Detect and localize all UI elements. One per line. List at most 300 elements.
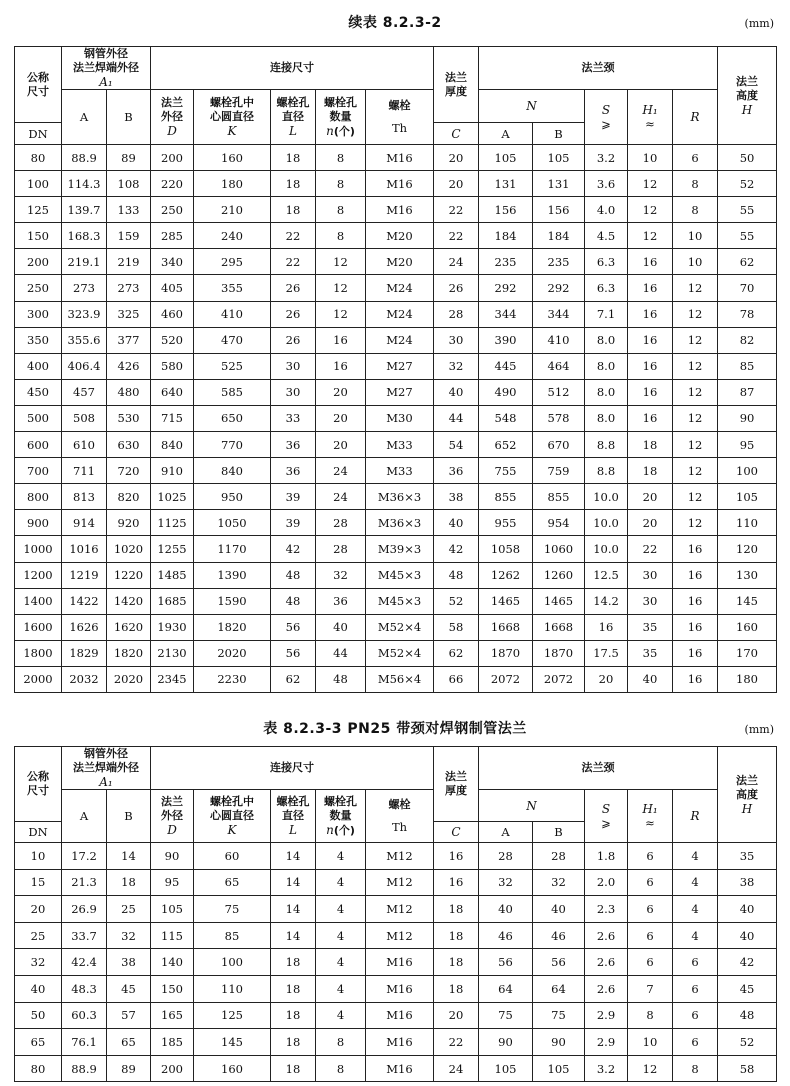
- table-cell: 105: [151, 896, 194, 923]
- table-row: [15, 510, 777, 536]
- table-cell: 405: [151, 275, 194, 301]
- table-cell: 390: [479, 327, 533, 353]
- table-cell: 35: [628, 614, 673, 640]
- table-cell: 18: [628, 458, 673, 484]
- table-cell: 66: [434, 666, 479, 692]
- table-cell: 8.0: [585, 327, 628, 353]
- table-cell: 85: [718, 353, 777, 379]
- table-cell: 55: [718, 223, 777, 249]
- table-cell: 1170: [194, 536, 271, 562]
- header-r: R: [673, 90, 718, 145]
- table-cell: 95: [718, 432, 777, 458]
- table-cell: 325: [107, 301, 151, 327]
- table-cell: 900: [15, 510, 62, 536]
- table-cell: 26: [271, 301, 316, 327]
- table-cell: 1485: [151, 562, 194, 588]
- table-cell: 12.5: [585, 562, 628, 588]
- table-cell: 22: [434, 1029, 479, 1056]
- table-cell: 580: [151, 353, 194, 379]
- table-cell: 1668: [479, 614, 533, 640]
- table-cell: 406.4: [62, 353, 107, 379]
- table-cell: 6: [628, 896, 673, 923]
- table-cell: 33.7: [62, 922, 107, 949]
- table-cell: 170: [718, 640, 777, 666]
- table-cell: 1820: [194, 614, 271, 640]
- table-cell: 4.5: [585, 223, 628, 249]
- header-n-b: B: [533, 123, 585, 145]
- table-cell: 88.9: [62, 1055, 107, 1082]
- table-cell: 105: [533, 1055, 585, 1082]
- header-dn-sym: DN: [15, 822, 62, 843]
- table-cell: 670: [533, 432, 585, 458]
- table-cell: 40: [533, 896, 585, 923]
- table-cell: 840: [151, 432, 194, 458]
- table1-body: [15, 145, 777, 693]
- table-cell: 1.8: [585, 843, 628, 870]
- table-cell: 6.3: [585, 275, 628, 301]
- table-cell: 52: [718, 171, 777, 197]
- table-cell: 355: [194, 275, 271, 301]
- table-cell: 24: [316, 458, 366, 484]
- table-cell: 30: [271, 353, 316, 379]
- table-cell: 630: [107, 432, 151, 458]
- table-cell: 56: [533, 949, 585, 976]
- table-cell: M16: [366, 197, 434, 223]
- table-cell: 1590: [194, 588, 271, 614]
- table-cell: 16: [434, 869, 479, 896]
- table-cell: 1016: [62, 536, 107, 562]
- table-cell: M45×3: [366, 562, 434, 588]
- table-cell: 457: [62, 379, 107, 405]
- table-cell: 470: [194, 327, 271, 353]
- table-cell: 759: [533, 458, 585, 484]
- table-cell: 12: [628, 223, 673, 249]
- table-row: [15, 197, 777, 223]
- table-cell: M12: [366, 922, 434, 949]
- table-cell: 1025: [151, 484, 194, 510]
- table-cell: 12: [673, 275, 718, 301]
- table-cell: 44: [434, 405, 479, 431]
- table-cell: 30: [434, 327, 479, 353]
- table-cell: 1400: [15, 588, 62, 614]
- table-cell: 32: [15, 949, 62, 976]
- table-cell: 42: [718, 949, 777, 976]
- table-cell: 8: [316, 197, 366, 223]
- table-row: [15, 171, 777, 197]
- table-cell: 18: [271, 1055, 316, 1082]
- table-cell: 4: [316, 843, 366, 870]
- table-cell: 2345: [151, 666, 194, 692]
- table-cell: 28: [316, 536, 366, 562]
- table-cell: 12: [628, 1055, 673, 1082]
- table-row: [15, 379, 777, 405]
- header-hole-count: 螺栓孔 数量 n(个): [316, 790, 366, 843]
- table-cell: 30: [628, 588, 673, 614]
- table-cell: 7: [628, 975, 673, 1002]
- table-cell: 56: [271, 614, 316, 640]
- table-cell: 12: [673, 405, 718, 431]
- header-dn-sym: DN: [15, 123, 62, 145]
- table-cell: 30: [628, 562, 673, 588]
- table-cell: 54: [434, 432, 479, 458]
- table-cell: 400: [15, 353, 62, 379]
- table-cell: 33: [271, 405, 316, 431]
- table-cell: 1465: [533, 588, 585, 614]
- table-cell: 16: [628, 249, 673, 275]
- table-cell: 40: [434, 510, 479, 536]
- table-cell: M16: [366, 145, 434, 171]
- table-cell: 1820: [107, 640, 151, 666]
- table-cell: 16: [628, 327, 673, 353]
- table-cell: M12: [366, 896, 434, 923]
- table-cell: 184: [479, 223, 533, 249]
- table-cell: 24: [316, 484, 366, 510]
- table-cell: 426: [107, 353, 151, 379]
- table-cell: 50: [718, 145, 777, 171]
- header-height: 法兰 高度 H: [718, 747, 777, 843]
- table-cell: 105: [718, 484, 777, 510]
- table-cell: 40: [434, 379, 479, 405]
- table-cell: 6: [628, 922, 673, 949]
- header-bolt-circle: 螺栓孔中 心圆直径 K: [194, 90, 271, 145]
- flange-table-1: [14, 46, 777, 693]
- table-cell: 6: [628, 843, 673, 870]
- table-cell: 20: [585, 666, 628, 692]
- table-cell: 344: [533, 301, 585, 327]
- table-cell: 15: [15, 869, 62, 896]
- table-cell: 273: [62, 275, 107, 301]
- table2-unit: (mm): [744, 723, 774, 736]
- header-bolt: 螺栓 Th: [366, 90, 434, 145]
- table-cell: 1060: [533, 536, 585, 562]
- table2-header: [15, 747, 777, 843]
- table-cell: 52: [718, 1029, 777, 1056]
- header-thickness: 法兰 厚度: [434, 47, 479, 123]
- table-cell: 10.0: [585, 484, 628, 510]
- table-cell: 520: [151, 327, 194, 353]
- table-cell: 250: [15, 275, 62, 301]
- table-cell: 185: [151, 1029, 194, 1056]
- table-cell: 6: [673, 145, 718, 171]
- table1-header: [15, 47, 777, 145]
- table-cell: 12: [673, 432, 718, 458]
- table-cell: 1260: [533, 562, 585, 588]
- table-cell: 6: [628, 869, 673, 896]
- table-cell: 35: [718, 843, 777, 870]
- table-cell: 235: [479, 249, 533, 275]
- table-cell: 250: [151, 197, 194, 223]
- header-col-a: A: [62, 90, 107, 145]
- table-cell: 6: [673, 975, 718, 1002]
- table-cell: 4: [316, 1002, 366, 1029]
- table-cell: 64: [479, 975, 533, 1002]
- table-cell: 114.3: [62, 171, 107, 197]
- table-cell: 145: [718, 588, 777, 614]
- table-cell: 80: [15, 145, 62, 171]
- table-cell: 180: [718, 666, 777, 692]
- table-cell: 4: [316, 896, 366, 923]
- table-cell: M30: [366, 405, 434, 431]
- table-cell: 450: [15, 379, 62, 405]
- table-cell: 2020: [194, 640, 271, 666]
- table-cell: 445: [479, 353, 533, 379]
- table-cell: 10: [628, 145, 673, 171]
- table-cell: 22: [271, 249, 316, 275]
- table-row: [15, 1002, 777, 1029]
- header-n-b: B: [533, 822, 585, 843]
- table-cell: M45×3: [366, 588, 434, 614]
- table-cell: 159: [107, 223, 151, 249]
- table-cell: 1219: [62, 562, 107, 588]
- table-cell: 2.6: [585, 975, 628, 1002]
- table-cell: 1600: [15, 614, 62, 640]
- table-cell: 131: [479, 171, 533, 197]
- table-cell: M16: [366, 171, 434, 197]
- table-cell: M12: [366, 843, 434, 870]
- table-cell: 125: [15, 197, 62, 223]
- table-cell: 2.6: [585, 922, 628, 949]
- table-cell: 44: [316, 640, 366, 666]
- flange-table-2: [14, 746, 777, 1082]
- table-cell: 1685: [151, 588, 194, 614]
- table-cell: 26: [271, 327, 316, 353]
- table-cell: 42.4: [62, 949, 107, 976]
- table-cell: 12: [673, 510, 718, 536]
- table-cell: 115: [151, 922, 194, 949]
- table-row: [15, 562, 777, 588]
- table-cell: 910: [151, 458, 194, 484]
- table-cell: 28: [479, 843, 533, 870]
- header-s: S ⩾: [585, 90, 628, 145]
- table-cell: 650: [194, 405, 271, 431]
- table-cell: 80: [15, 1055, 62, 1082]
- table-cell: 8: [316, 171, 366, 197]
- table-cell: 48: [434, 562, 479, 588]
- table-cell: 20: [628, 510, 673, 536]
- table-cell: 62: [434, 640, 479, 666]
- table-cell: 50: [15, 1002, 62, 1029]
- table2-body: [15, 843, 777, 1082]
- table-cell: 42: [434, 536, 479, 562]
- table-cell: 16: [628, 353, 673, 379]
- table-cell: 1420: [107, 588, 151, 614]
- table-cell: 2032: [62, 666, 107, 692]
- table-cell: 120: [718, 536, 777, 562]
- table-cell: 273: [107, 275, 151, 301]
- table-cell: 8: [673, 171, 718, 197]
- table-cell: 105: [479, 145, 533, 171]
- table-cell: M20: [366, 223, 434, 249]
- table-cell: 16: [673, 588, 718, 614]
- table-cell: 62: [718, 249, 777, 275]
- table-cell: 200: [151, 1055, 194, 1082]
- table-cell: M39×3: [366, 536, 434, 562]
- table-cell: 914: [62, 510, 107, 536]
- table-cell: 180: [194, 171, 271, 197]
- table-cell: 58: [434, 614, 479, 640]
- table-cell: 1125: [151, 510, 194, 536]
- table-cell: 585: [194, 379, 271, 405]
- header-n: N: [479, 790, 585, 822]
- table-cell: 410: [194, 301, 271, 327]
- table-cell: 4: [316, 975, 366, 1002]
- table-cell: 16: [673, 666, 718, 692]
- table-cell: 76.1: [62, 1029, 107, 1056]
- header-n: N: [479, 90, 585, 123]
- table-cell: 36: [271, 432, 316, 458]
- table-cell: 20: [15, 896, 62, 923]
- table-cell: 22: [271, 223, 316, 249]
- table-cell: 1262: [479, 562, 533, 588]
- table-cell: 140: [151, 949, 194, 976]
- header-flange-od: 法兰 外径 D: [151, 90, 194, 145]
- table-cell: 548: [479, 405, 533, 431]
- table-row: [15, 614, 777, 640]
- table-cell: 240: [194, 223, 271, 249]
- table-cell: 18: [271, 171, 316, 197]
- table-cell: 89: [107, 1055, 151, 1082]
- table-cell: 14.2: [585, 588, 628, 614]
- table-cell: 28: [316, 510, 366, 536]
- table-row: [15, 275, 777, 301]
- table-cell: 26: [434, 275, 479, 301]
- table-row: [15, 145, 777, 171]
- table-cell: 165: [151, 1002, 194, 1029]
- table-cell: 105: [533, 145, 585, 171]
- table-cell: 1220: [107, 562, 151, 588]
- table-cell: 8.0: [585, 379, 628, 405]
- table-cell: 12: [673, 327, 718, 353]
- table-cell: 855: [479, 484, 533, 510]
- table-cell: 12: [673, 458, 718, 484]
- table-cell: 60.3: [62, 1002, 107, 1029]
- table-cell: 14: [271, 922, 316, 949]
- table-cell: 4: [673, 869, 718, 896]
- table-cell: 12: [673, 484, 718, 510]
- table-cell: 20: [434, 171, 479, 197]
- table-cell: 100: [194, 949, 271, 976]
- header-col-b: B: [107, 790, 151, 843]
- table-cell: 464: [533, 353, 585, 379]
- table-cell: 18: [628, 432, 673, 458]
- table-cell: 58: [718, 1055, 777, 1082]
- table-cell: 32: [533, 869, 585, 896]
- table-cell: 64: [533, 975, 585, 1002]
- table-cell: 12: [316, 275, 366, 301]
- table-cell: 920: [107, 510, 151, 536]
- table-row: [15, 1055, 777, 1082]
- header-h1: H₁ ≈: [628, 90, 673, 145]
- table-cell: 10.0: [585, 536, 628, 562]
- table-cell: 3.6: [585, 171, 628, 197]
- table-cell: 10: [673, 249, 718, 275]
- table-cell: 32: [107, 922, 151, 949]
- table-cell: 3.2: [585, 145, 628, 171]
- header-connection: 连接尺寸: [151, 47, 434, 90]
- table-cell: 2230: [194, 666, 271, 692]
- table-cell: 78: [718, 301, 777, 327]
- table-cell: 10.0: [585, 510, 628, 536]
- table-cell: 14: [271, 869, 316, 896]
- table-cell: 24: [434, 1055, 479, 1082]
- table-cell: 610: [62, 432, 107, 458]
- table-cell: 1390: [194, 562, 271, 588]
- table-cell: 108: [107, 171, 151, 197]
- table-cell: 6: [628, 949, 673, 976]
- table-cell: 410: [533, 327, 585, 353]
- table-row: [15, 432, 777, 458]
- table-cell: 16: [628, 301, 673, 327]
- table-cell: 39: [271, 484, 316, 510]
- table-cell: 160: [718, 614, 777, 640]
- table-cell: 355.6: [62, 327, 107, 353]
- table-cell: 65: [107, 1029, 151, 1056]
- table-cell: 4: [316, 949, 366, 976]
- table-cell: M20: [366, 249, 434, 275]
- table-cell: 110: [194, 975, 271, 1002]
- table-cell: 8.0: [585, 405, 628, 431]
- table-cell: 6: [673, 1002, 718, 1029]
- table-cell: M16: [366, 1002, 434, 1029]
- header-pipe-od: 钢管外径 法兰焊端外径 A₁: [62, 47, 151, 90]
- table-cell: 90: [151, 843, 194, 870]
- table-cell: 90: [479, 1029, 533, 1056]
- header-bolt: 螺栓 Th: [366, 790, 434, 843]
- table-cell: 90: [718, 405, 777, 431]
- table-cell: 652: [479, 432, 533, 458]
- table-cell: 75: [533, 1002, 585, 1029]
- table-cell: 18: [434, 922, 479, 949]
- table-cell: 45: [107, 975, 151, 1002]
- table-cell: 17.2: [62, 843, 107, 870]
- table-cell: 855: [533, 484, 585, 510]
- table-cell: M24: [366, 327, 434, 353]
- table-cell: 2000: [15, 666, 62, 692]
- table-cell: 6: [673, 949, 718, 976]
- table-cell: 18: [271, 949, 316, 976]
- table-cell: M33: [366, 458, 434, 484]
- header-hole-dia: 螺栓孔 直径 L: [271, 90, 316, 145]
- table-cell: 131: [533, 171, 585, 197]
- table-cell: 56: [479, 949, 533, 976]
- table-cell: 1465: [479, 588, 533, 614]
- header-flange-od: 法兰 外径 D: [151, 790, 194, 843]
- table-cell: M16: [366, 1055, 434, 1082]
- table-cell: 4: [316, 869, 366, 896]
- table-cell: 1668: [533, 614, 585, 640]
- table-cell: 40: [15, 975, 62, 1002]
- table-cell: 18: [271, 1002, 316, 1029]
- table-cell: M36×3: [366, 484, 434, 510]
- table-cell: 715: [151, 405, 194, 431]
- table-cell: 30: [271, 379, 316, 405]
- table-cell: M27: [366, 353, 434, 379]
- table-cell: 525: [194, 353, 271, 379]
- table-cell: 160: [194, 1055, 271, 1082]
- table-cell: 12: [316, 301, 366, 327]
- table-row: [15, 896, 777, 923]
- table-cell: 65: [194, 869, 271, 896]
- table-cell: 150: [151, 975, 194, 1002]
- table-cell: 88.9: [62, 145, 107, 171]
- table-cell: 48: [718, 1002, 777, 1029]
- table-cell: 2.9: [585, 1029, 628, 1056]
- table-cell: 70: [718, 275, 777, 301]
- table-cell: M12: [366, 869, 434, 896]
- header-neck: 法兰颈: [479, 47, 718, 90]
- table-cell: 600: [15, 432, 62, 458]
- table-cell: 25: [107, 896, 151, 923]
